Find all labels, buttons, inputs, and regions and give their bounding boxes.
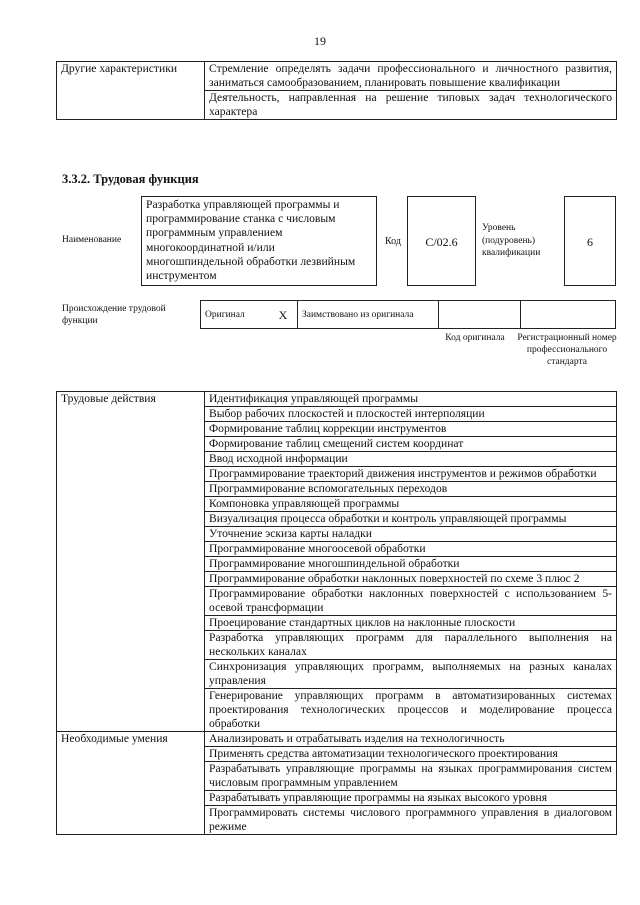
original-mark: X (269, 301, 298, 329)
table-row: Стремление определять задачи профессионального и личностного развития, заниматься самообразованием, планировать повышение квалификации (205, 62, 617, 91)
table-row (57, 392, 617, 407)
labor-action-item: Формирование таблиц коррекции инструментов (205, 422, 617, 437)
skill-item: Разрабатывать управляющие программы на языках высокого уровня (205, 791, 617, 806)
level-label: Уровень (подуровень) квалификации (482, 223, 541, 258)
labor-action-item: Визуализация процесса обработки и контроль управляющей программы (205, 512, 617, 527)
origin-table (200, 300, 616, 329)
labor-action-item: Программирование многошпиндельной обработки (205, 557, 617, 572)
labor-action-item: Уточнение эскиза карты наладки (205, 527, 617, 542)
labor-function-table (56, 391, 617, 835)
code-label: Код (385, 236, 401, 247)
original-code-cell (439, 301, 521, 329)
reg-caption: Регистрационный номер профессионального стандарта (517, 333, 617, 367)
origin-label: Происхождение трудовой функции (62, 304, 166, 326)
labor-action-item: Программирование многоосевой обработки (205, 542, 617, 557)
original-label: Оригинал (201, 301, 270, 329)
borrowed-label: Заимствовано из оригинала (298, 301, 439, 329)
labor-action-item: Программирование траекторий движения инструментов и режимов обработки (205, 467, 617, 482)
labor-action-item: Проецирование стандартных циклов на наклонные плоскости (205, 616, 617, 631)
labor-action-item: Формирование таблиц смещений систем координат (205, 437, 617, 452)
other-characteristics-label: Другие характеристики (57, 62, 205, 120)
labor-action-item: Идентификация управляющей программы (205, 392, 617, 407)
function-name-box (141, 196, 377, 286)
table-row: Деятельность, направленная на решение типовых задач технологического характера (205, 91, 617, 120)
code-box (407, 196, 476, 286)
page-number: 19 (314, 34, 326, 48)
labor-action-item: Генерирование управляющих программ в автоматизированных системах проектирования технологических процессов и моделирование процесса обработки (205, 689, 617, 732)
labor-action-item: Программирование обработки наклонных поверхностей по схеме 3 плюс 2 (205, 572, 617, 587)
labor-action-item: Синхронизация управляющих программ, выполняемых на разных каналах управления (205, 660, 617, 689)
level-value: 6 (587, 235, 593, 249)
labor-function-body (57, 392, 617, 835)
labor-action-item: Программирование обработки наклонных поверхностей с использованием 5-осевой трансформации (205, 587, 617, 616)
skill-item: Программировать системы числового программного управления в диалоговом режиме (205, 806, 617, 835)
labor-action-item: Выбор рабочих плоскостей и плоскостей интерполяции (205, 407, 617, 422)
code-caption: Код оригинала (445, 333, 505, 343)
skill-item: Анализировать и отрабатывать изделия на технологичность (205, 732, 617, 747)
labor-action-item: Программирование вспомогательных переходов (205, 482, 617, 497)
level-box (564, 196, 616, 286)
section-title: 3.3.2. Трудовая функция (62, 172, 199, 186)
labor-action-item: Ввод исходной информации (205, 452, 617, 467)
labor-actions-label: Трудовые действия (57, 392, 205, 732)
function-name: Разработка управляющей программы и программирование станка с числовым программным управлением многокоординатной и/или многошпиндельной обработки лезвийным инструментом (146, 198, 356, 283)
other-characteristics-table (56, 61, 617, 120)
reg-number-cell (521, 301, 616, 329)
required-skills-label: Необходимые умения (57, 732, 205, 835)
table-row (57, 732, 617, 747)
name-label: Наименование (62, 235, 122, 245)
skill-item: Применять средства автоматизации технологического проектирования (205, 747, 617, 762)
labor-action-item: Компоновка управляющей программы (205, 497, 617, 512)
labor-action-item: Разработка управляющих программ для параллельного выполнения на нескольких каналах (205, 631, 617, 660)
code-value: С/02.6 (425, 235, 458, 249)
skill-item: Разрабатывать управляющие программы на языках программирования систем числовым программным управлением (205, 762, 617, 791)
